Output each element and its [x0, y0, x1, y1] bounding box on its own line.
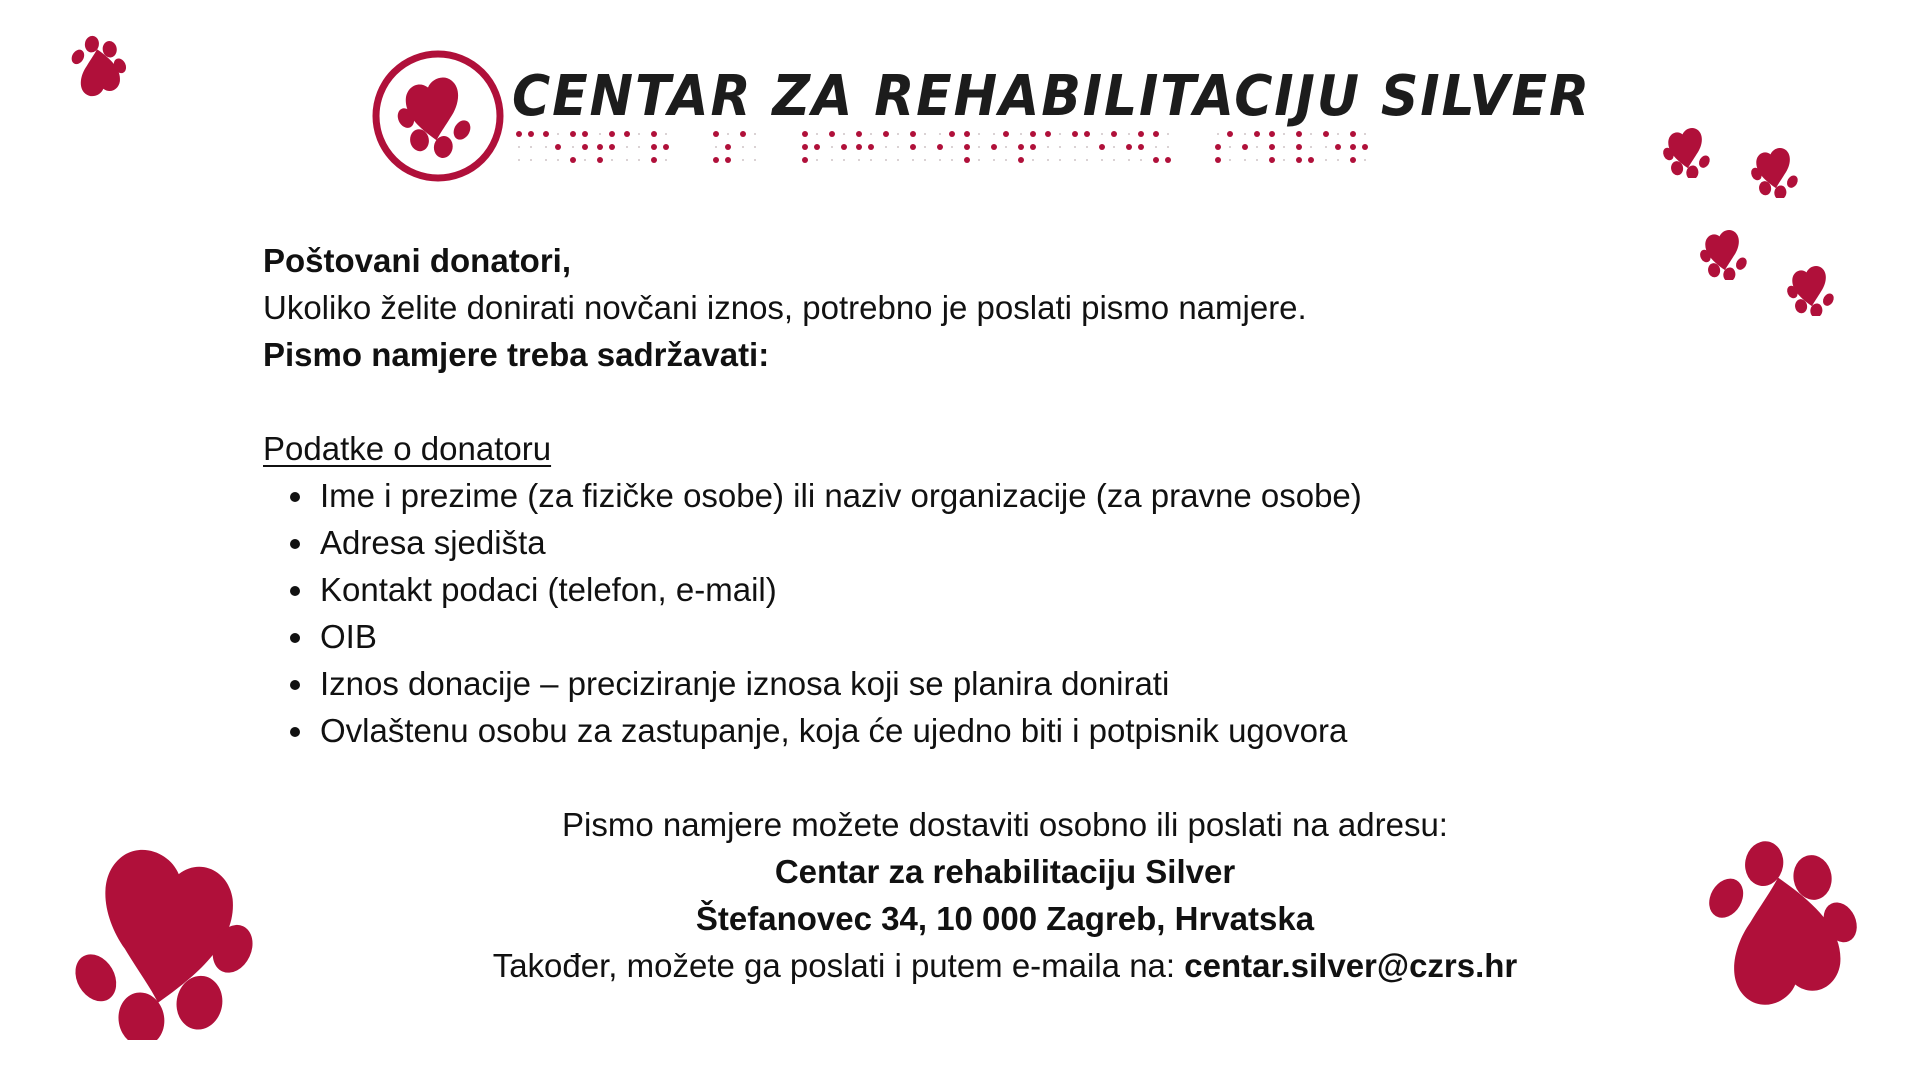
braille-dot — [978, 159, 980, 161]
braille-dot — [1059, 133, 1061, 135]
braille-dot — [725, 157, 731, 163]
braille-dot — [939, 159, 941, 161]
braille-dot — [626, 146, 628, 148]
braille-dot — [831, 146, 833, 148]
braille-dot — [1283, 133, 1285, 135]
braille-cell — [543, 131, 561, 171]
braille-dot — [597, 144, 603, 150]
braille-dot — [1350, 131, 1356, 137]
braille-dot — [924, 159, 926, 161]
braille-dot — [897, 159, 899, 161]
braille-dot — [951, 146, 953, 148]
braille-dot — [518, 146, 520, 148]
braille-dot — [897, 133, 899, 135]
list-item: OIB — [263, 613, 1362, 660]
braille-dot — [1296, 144, 1302, 150]
braille-cell — [516, 131, 534, 171]
braille-dot — [609, 131, 615, 137]
braille-dot — [993, 133, 995, 135]
braille-dot — [1084, 131, 1090, 137]
braille-dot — [924, 133, 926, 135]
braille-dot — [638, 133, 640, 135]
braille-cell — [651, 131, 669, 171]
braille-dot — [1244, 159, 1246, 161]
braille-dot — [868, 144, 874, 150]
heart-paw-print-icon — [1784, 256, 1840, 316]
heart-paw-print-icon — [1660, 118, 1716, 178]
braille-dot — [1047, 146, 1049, 148]
requirements-heading: Pismo namjere treba sadržavati: — [263, 336, 770, 373]
intro-text: Ukoliko želite donirati novčani iznos, potrebno je poslati pismo namjere. — [263, 289, 1307, 326]
list-item: Ovlaštenu osobu za zastupanje, koja će ujedno biti i potpisnik ugovora — [263, 707, 1362, 754]
braille-cell — [1215, 131, 1233, 171]
braille-dot — [555, 144, 561, 150]
braille-dot — [978, 146, 980, 148]
braille-dot — [1364, 159, 1366, 161]
braille-dot — [1227, 131, 1233, 137]
braille-dot — [1325, 159, 1327, 161]
letter-content — [263, 237, 1362, 754]
braille-dot — [557, 133, 559, 135]
braille-dot — [1020, 133, 1022, 135]
braille-cell — [1099, 131, 1117, 171]
braille-dot — [665, 159, 667, 161]
braille-dot — [1018, 144, 1024, 150]
braille-cell — [1269, 131, 1287, 171]
braille-dot — [1362, 144, 1368, 150]
braille-cell — [856, 131, 874, 171]
braille-dot — [870, 133, 872, 135]
braille-dot — [843, 133, 845, 135]
braille-dot — [1229, 146, 1231, 148]
braille-dot — [910, 144, 916, 150]
braille-dot — [754, 133, 756, 135]
braille-dot — [516, 131, 522, 137]
braille-dot — [937, 144, 943, 150]
braille-dot — [715, 146, 717, 148]
braille-dot — [545, 146, 547, 148]
braille-dot — [910, 131, 916, 137]
braille-cell — [964, 131, 982, 171]
braille-cell — [1018, 131, 1036, 171]
braille-cell — [597, 131, 615, 171]
braille-dot — [1086, 146, 1088, 148]
braille-dot — [609, 144, 615, 150]
braille-dot — [1140, 159, 1142, 161]
heart-paw-circle-icon — [370, 48, 506, 184]
braille-dot — [831, 159, 833, 161]
braille-dot — [725, 144, 731, 150]
braille-cell — [1323, 131, 1341, 171]
braille-title — [516, 131, 1377, 171]
braille-dot — [1074, 146, 1076, 148]
braille-cell — [883, 131, 901, 171]
braille-dot — [993, 159, 995, 161]
braille-dot — [742, 146, 744, 148]
braille-dot — [964, 131, 970, 137]
braille-dot — [582, 131, 588, 137]
braille-dot — [713, 157, 719, 163]
braille-dot — [802, 157, 808, 163]
braille-dot — [1217, 133, 1219, 135]
bullet-icon — [290, 492, 300, 502]
braille-dot — [742, 159, 744, 161]
braille-dot — [1167, 133, 1169, 135]
list-item: Kontakt podaci (telefon, e-mail) — [263, 566, 1362, 613]
logo — [370, 48, 506, 184]
braille-dot — [570, 131, 576, 137]
braille-dot — [663, 144, 669, 150]
braille-cell — [570, 131, 588, 171]
braille-dot — [1113, 159, 1115, 161]
braille-dot — [1153, 157, 1159, 163]
braille-dot — [1128, 159, 1130, 161]
spacer — [263, 378, 1362, 425]
bullet-icon — [290, 586, 300, 596]
braille-cell — [1045, 131, 1063, 171]
braille-dot — [1256, 159, 1258, 161]
braille-dot — [582, 144, 588, 150]
braille-dot — [1101, 159, 1103, 161]
heart-paw-print-icon — [60, 34, 134, 104]
braille-dot — [545, 159, 547, 161]
braille-dot — [1113, 146, 1115, 148]
braille-dot — [530, 146, 532, 148]
braille-dot — [599, 133, 601, 135]
braille-cell — [1350, 131, 1368, 171]
braille-dot — [1047, 159, 1049, 161]
braille-dot — [1325, 146, 1327, 148]
contact-info — [0, 801, 1920, 989]
braille-dot — [802, 144, 808, 150]
braille-dot — [651, 144, 657, 150]
braille-dot — [740, 131, 746, 137]
braille-dot — [624, 131, 630, 137]
braille-dot — [1244, 133, 1246, 135]
braille-dot — [841, 144, 847, 150]
braille-dot — [651, 157, 657, 163]
braille-dot — [528, 131, 534, 137]
braille-dot — [816, 133, 818, 135]
braille-dot — [530, 159, 532, 161]
braille-dot — [951, 159, 953, 161]
braille-dot — [1155, 146, 1157, 148]
braille-dot — [754, 146, 756, 148]
braille-dot — [949, 131, 955, 137]
braille-dot — [626, 159, 628, 161]
donor-requirements-list — [263, 472, 1362, 754]
braille-dot — [597, 157, 603, 163]
braille-dot — [584, 159, 586, 161]
braille-cell — [1296, 131, 1314, 171]
braille-dot — [1256, 146, 1258, 148]
braille-dot — [1215, 157, 1221, 163]
braille-cell — [713, 131, 731, 171]
braille-dot — [1111, 131, 1117, 137]
braille-dot — [964, 144, 970, 150]
braille-dot — [978, 133, 980, 135]
email-link[interactable]: centar.silver@czrs.hr — [1184, 947, 1518, 984]
braille-cell — [829, 131, 847, 171]
braille-dot — [572, 146, 574, 148]
bullet-icon — [290, 727, 300, 737]
braille-cell — [1242, 131, 1260, 171]
greeting: Poštovani donatori, — [263, 242, 572, 279]
braille-dot — [1165, 157, 1171, 163]
braille-dot — [885, 146, 887, 148]
email-prefix: Također, možete ga poslati i putem e-maila na: — [492, 947, 1185, 984]
braille-dot — [1086, 159, 1088, 161]
braille-dot — [1126, 144, 1132, 150]
braille-dot — [1099, 144, 1105, 150]
braille-dot — [1030, 131, 1036, 137]
braille-dot — [611, 159, 613, 161]
braille-dot — [924, 146, 926, 148]
braille-dot — [814, 144, 820, 150]
braille-dot — [1032, 159, 1034, 161]
braille-dot — [1138, 131, 1144, 137]
braille-dot — [1269, 144, 1275, 150]
braille-dot — [651, 131, 657, 137]
braille-dot — [1308, 157, 1314, 163]
braille-dot — [1005, 159, 1007, 161]
list-item: Iznos donacije – preciziranje iznosa koji se planira donirati — [263, 660, 1362, 707]
braille-dot — [816, 159, 818, 161]
braille-cell — [740, 131, 758, 171]
organization-title: CENTAR ZA REHABILITACIJU SILVER — [512, 64, 1591, 129]
list-item: Ime i prezime (za fizičke osobe) ili naziv organizacije (za pravne osobe) — [263, 472, 1362, 519]
email-line — [0, 942, 1920, 989]
braille-dot — [1337, 133, 1339, 135]
braille-dot — [1350, 144, 1356, 150]
braille-dot — [1030, 144, 1036, 150]
heart-paw-print-icon — [1697, 220, 1753, 280]
braille-dot — [727, 133, 729, 135]
braille-cell — [1072, 131, 1090, 171]
braille-dot — [1045, 131, 1051, 137]
braille-dot — [870, 159, 872, 161]
braille-dot — [1296, 131, 1302, 137]
braille-dot — [1229, 159, 1231, 161]
braille-cell — [1180, 131, 1206, 171]
braille-dot — [1310, 146, 1312, 148]
braille-dot — [964, 157, 970, 163]
braille-dot — [1101, 133, 1103, 135]
braille-dot — [1335, 144, 1341, 150]
braille-dot — [1153, 131, 1159, 137]
braille-cell — [624, 131, 642, 171]
braille-dot — [1323, 131, 1329, 137]
braille-dot — [638, 159, 640, 161]
braille-dot — [518, 159, 520, 161]
braille-dot — [1283, 159, 1285, 161]
braille-dot — [858, 159, 860, 161]
braille-dot — [1005, 146, 1007, 148]
braille-dot — [1310, 133, 1312, 135]
braille-dot — [1269, 131, 1275, 137]
braille-dot — [557, 159, 559, 161]
braille-dot — [802, 131, 808, 137]
braille-dot — [1337, 159, 1339, 161]
braille-dot — [1254, 131, 1260, 137]
braille-dot — [1074, 159, 1076, 161]
braille-dot — [1269, 157, 1275, 163]
braille-dot — [754, 159, 756, 161]
braille-dot — [856, 131, 862, 137]
braille-dot — [638, 146, 640, 148]
braille-dot — [885, 159, 887, 161]
braille-cell — [678, 131, 704, 171]
braille-dot — [856, 144, 862, 150]
braille-dot — [843, 159, 845, 161]
braille-dot — [912, 159, 914, 161]
braille-dot — [1018, 157, 1024, 163]
delivery-instructions: Pismo namjere možete dostaviti osobno ili poslati na adresu: — [562, 806, 1448, 843]
braille-dot — [543, 131, 549, 137]
braille-dot — [1138, 144, 1144, 150]
braille-dot — [665, 133, 667, 135]
donor-section-heading: Podatke o donatoru — [263, 430, 552, 467]
braille-dot — [883, 131, 889, 137]
bullet-icon — [290, 633, 300, 643]
braille-cell — [802, 131, 820, 171]
braille-dot — [1215, 144, 1221, 150]
braille-cell — [910, 131, 928, 171]
braille-dot — [1059, 159, 1061, 161]
braille-cell — [1153, 131, 1171, 171]
braille-dot — [939, 133, 941, 135]
braille-dot — [829, 131, 835, 137]
heart-paw-print-icon — [1748, 138, 1804, 198]
braille-dot — [1167, 146, 1169, 148]
bullet-icon — [290, 539, 300, 549]
postal-address: Štefanovec 34, 10 000 Zagreb, Hrvatska — [695, 900, 1315, 937]
braille-dot — [1296, 157, 1302, 163]
braille-cell — [767, 131, 793, 171]
org-name: Centar za rehabilitaciju Silver — [774, 853, 1236, 890]
braille-cell — [937, 131, 955, 171]
braille-dot — [991, 144, 997, 150]
bullet-icon — [290, 680, 300, 690]
braille-cell — [991, 131, 1009, 171]
braille-dot — [1364, 133, 1366, 135]
braille-dot — [1242, 144, 1248, 150]
braille-dot — [1128, 133, 1130, 135]
list-item: Adresa sjedišta — [263, 519, 1362, 566]
braille-dot — [1283, 146, 1285, 148]
braille-dot — [1350, 157, 1356, 163]
braille-dot — [1072, 131, 1078, 137]
braille-dot — [897, 146, 899, 148]
braille-cell — [1126, 131, 1144, 171]
braille-dot — [1059, 146, 1061, 148]
braille-dot — [1003, 131, 1009, 137]
braille-dot — [570, 157, 576, 163]
braille-dot — [713, 131, 719, 137]
